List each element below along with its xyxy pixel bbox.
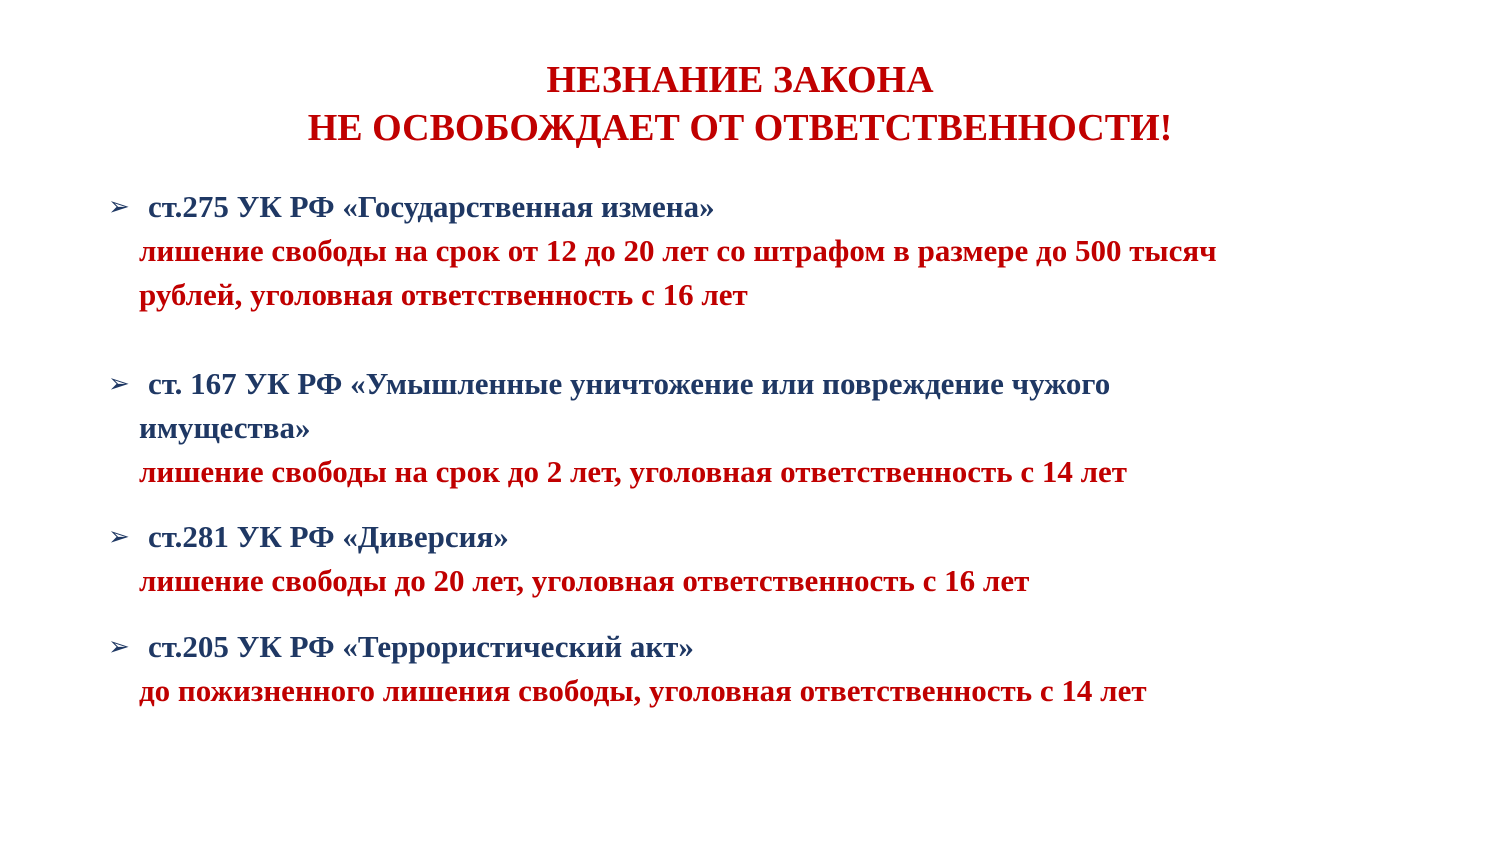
penalty-line-2: рублей, уголовная ответственность с 16 лет: [139, 277, 748, 312]
law-heading-line-2: имущества»: [139, 410, 311, 445]
law-item-281: [0, 515, 1440, 603]
law-item-275: [0, 185, 1440, 317]
law-heading: ст.275 УК РФ «Государственная измена»: [148, 189, 715, 224]
law-penalty: [139, 229, 1440, 317]
arrowhead-bullet-icon: ➢: [108, 522, 130, 552]
law-penalty: [139, 450, 1440, 494]
law-heading: ст.281 УК РФ «Диверсия»: [148, 519, 509, 554]
arrowhead-bullet-icon: ➢: [108, 632, 130, 662]
law-heading: ст.205 УК РФ «Террористический акт»: [148, 629, 694, 664]
law-penalty: [139, 669, 1440, 713]
law-heading-line-1: ст. 167 УК РФ «Умышленные уничтожение или повреждение чужого: [148, 366, 1111, 401]
law-item-167: [0, 362, 1440, 494]
arrowhead-bullet-icon: ➢: [108, 369, 130, 399]
law-heading: [139, 362, 1440, 450]
penalty-line-1: лишение свободы на срок до 2 лет, уголовная ответственность с 14 лет: [139, 454, 1128, 489]
title-line-2: НЕ ОСВОБОЖДАЕТ ОТ ОТВЕТСТВЕННОСТИ!: [307, 107, 1173, 149]
arrowhead-bullet-icon: ➢: [108, 192, 130, 222]
slide-title: [0, 56, 1480, 152]
penalty-line-1: лишение свободы до 20 лет, уголовная ответственность с 16 лет: [139, 563, 1030, 598]
law-item-205: [0, 625, 1440, 713]
law-penalty: [139, 559, 1440, 603]
title-line-1: НЕЗНАНИЕ ЗАКОНА: [546, 59, 934, 101]
penalty-line-1: до пожизненного лишения свободы, уголовная ответственность с 14 лет: [139, 673, 1147, 708]
penalty-line-1: лишение свободы на срок от 12 до 20 лет со штрафом в размере до 500 тысяч: [139, 233, 1217, 268]
